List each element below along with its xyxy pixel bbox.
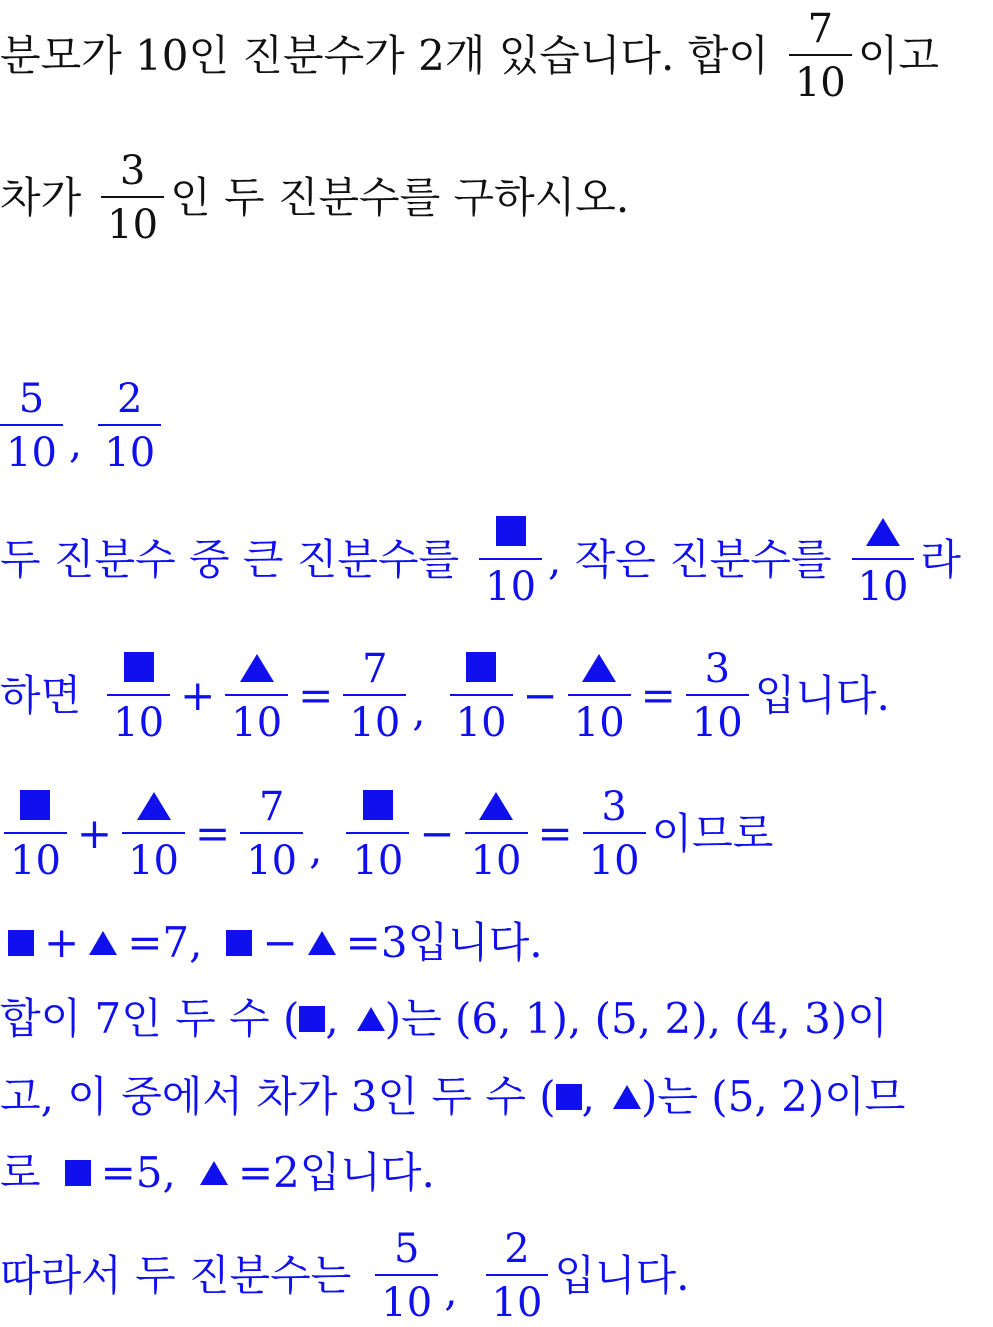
solution-text: , 작은 진분수를: [548, 535, 832, 584]
triangle-symbol-icon: [200, 1161, 228, 1185]
solution-text: 고, 이 중에서 차가 3인 두 수 (: [0, 1072, 556, 1121]
square-symbol-icon: [299, 1006, 325, 1032]
fraction-numerator: [118, 648, 160, 694]
triangle-symbol-icon: [613, 1085, 641, 1109]
triangle-symbol-icon: [240, 654, 274, 682]
plus-sign: +: [180, 671, 216, 720]
triangle-symbol-icon: [357, 1007, 385, 1031]
square-symbol-icon: [8, 930, 34, 956]
three-tenths: [583, 786, 646, 882]
solution-text: 하면: [0, 671, 82, 720]
triangle-symbol-icon: [89, 931, 117, 955]
square-over-ten: [107, 648, 170, 744]
solution-text: ,: [581, 1072, 595, 1121]
fraction-numerator: [357, 786, 399, 832]
fraction-denominator: 10: [465, 832, 528, 882]
fraction-numerator: [576, 648, 622, 694]
three-tenths: [686, 648, 749, 744]
plus-sign: +: [76, 809, 113, 858]
solution-line-2: [0, 648, 890, 744]
solution-text: 로: [0, 1148, 41, 1197]
solution-line-4: [0, 918, 543, 967]
square-symbol-icon: [496, 516, 526, 546]
solution-text: =5,: [100, 1148, 176, 1197]
question-text-2b: 인 두 진분수를 구하시오.: [170, 173, 630, 222]
equals-sign: =: [298, 671, 334, 720]
solution-text: =7,: [127, 918, 203, 967]
question-text-1a: 분모가 10인 진분수가 2개 있습니다. 합이: [0, 31, 769, 80]
fraction-denominator: 10: [0, 424, 63, 474]
sum-fraction: [789, 8, 852, 104]
question-text-2a: 차가: [0, 173, 82, 222]
fraction-numerator: 2: [504, 1226, 530, 1272]
two-tenths: [486, 1228, 549, 1324]
minus-sign: −: [522, 671, 558, 720]
square-symbol-icon: [20, 790, 50, 820]
comma: ,: [309, 824, 323, 873]
fraction-numerator: 2: [116, 376, 143, 422]
equals-sign: =: [537, 809, 573, 858]
fraction-denominator: 10: [98, 424, 161, 474]
equals-sign: =: [640, 671, 676, 720]
square-over-ten: [346, 786, 409, 882]
fraction-denominator: 10: [486, 1274, 549, 1324]
fraction-denominator: 10: [789, 54, 852, 104]
question-line-1: [0, 8, 939, 104]
solution-text: )는 (5, 2)이므: [641, 1072, 906, 1121]
solution-text: 입니다.: [754, 671, 890, 720]
comma: ,: [412, 686, 426, 735]
fraction-numerator: [14, 786, 56, 832]
fraction-denominator: 10: [479, 558, 542, 608]
triangle-over-ten: [122, 786, 185, 882]
square-over-ten: [4, 786, 67, 882]
fraction-numerator: [234, 648, 280, 694]
triangle-over-ten: [465, 786, 528, 882]
fraction-denominator: 10: [240, 832, 303, 882]
fraction-numerator: 7: [807, 6, 834, 52]
solution-text: ,: [325, 994, 339, 1043]
triangle-over-ten: [852, 512, 915, 608]
fraction-numerator: 3: [704, 646, 731, 692]
fraction-denominator: 10: [343, 694, 406, 744]
solution-text: 따라서 두 진분수는: [0, 1251, 352, 1300]
question-line-2: [0, 150, 629, 246]
fraction-denominator: 10: [101, 196, 164, 246]
triangle-symbol-icon: [479, 792, 513, 820]
triangle-over-ten: [568, 648, 631, 744]
comma: ,: [444, 1266, 458, 1315]
fraction-denominator: 10: [225, 694, 288, 744]
fraction-denominator: 10: [450, 694, 513, 744]
fraction-numerator: 7: [362, 646, 388, 692]
square-symbol-icon: [363, 790, 393, 820]
fraction-numerator: 7: [258, 784, 285, 830]
triangle-over-ten: [225, 648, 288, 744]
fraction-numerator: [131, 786, 177, 832]
fraction-denominator: 10: [568, 694, 631, 744]
question-text-1b: 이고: [857, 31, 939, 80]
solution-text: 입니다.: [554, 1251, 690, 1300]
seven-tenths: [240, 786, 303, 882]
plus-sign: +: [44, 918, 80, 967]
fraction-denominator: 10: [122, 832, 185, 882]
answer-fraction-2: [98, 378, 161, 474]
answer-line: [0, 378, 167, 474]
square-over-ten: [450, 648, 513, 744]
minus-sign: −: [262, 918, 298, 967]
solution-text: =2입니다.: [237, 1148, 435, 1197]
fraction-numerator: [460, 648, 502, 694]
fraction-denominator: 10: [852, 558, 915, 608]
answer-fraction-1: [0, 378, 63, 474]
fraction-numerator: [490, 512, 532, 558]
square-symbol-icon: [65, 1160, 91, 1186]
solution-text: 라: [920, 535, 961, 584]
seven-tenths: [343, 648, 406, 744]
square-symbol-icon: [226, 930, 252, 956]
triangle-symbol-icon: [582, 654, 616, 682]
fraction-numerator: [860, 512, 906, 558]
solution-text: )는 (6, 1), (5, 2), (4, 3)이: [384, 994, 888, 1043]
solution-line-3: [0, 786, 773, 882]
fraction-denominator: 10: [4, 832, 67, 882]
solution-line-5: [0, 994, 888, 1043]
fraction-denominator: 10: [375, 1274, 438, 1324]
diff-fraction: [101, 150, 164, 246]
minus-sign: −: [419, 809, 455, 858]
fraction-numerator: 5: [18, 376, 45, 422]
fraction-denominator: 10: [107, 694, 170, 744]
fraction-denominator: 10: [346, 832, 409, 882]
solution-text: 이므로: [651, 809, 774, 858]
solution-text: =3입니다.: [345, 918, 543, 967]
solution-line-8: [0, 1228, 690, 1324]
solution-line-1: [0, 512, 961, 608]
five-tenths: [375, 1228, 438, 1324]
fraction-denominator: 10: [583, 832, 646, 882]
square-over-ten: [479, 512, 542, 608]
fraction-numerator: 3: [601, 784, 627, 830]
solution-text: 합이 7인 두 수 (: [0, 994, 300, 1043]
solution-text: 두 진분수 중 큰 진분수를: [0, 535, 460, 584]
fraction-denominator: 10: [686, 694, 749, 744]
square-symbol-icon: [466, 652, 496, 682]
square-symbol-icon: [124, 652, 154, 682]
fraction-numerator: [473, 786, 519, 832]
answer-separator: ,: [68, 418, 83, 467]
triangle-symbol-icon: [308, 931, 336, 955]
solution-line-6: [0, 1072, 906, 1121]
triangle-symbol-icon: [137, 792, 171, 820]
triangle-symbol-icon: [866, 518, 900, 546]
fraction-numerator: 5: [394, 1226, 420, 1272]
solution-line-7: [0, 1148, 435, 1197]
fraction-numerator: 3: [119, 148, 146, 194]
square-symbol-icon: [556, 1084, 582, 1110]
equals-sign: =: [195, 809, 231, 858]
